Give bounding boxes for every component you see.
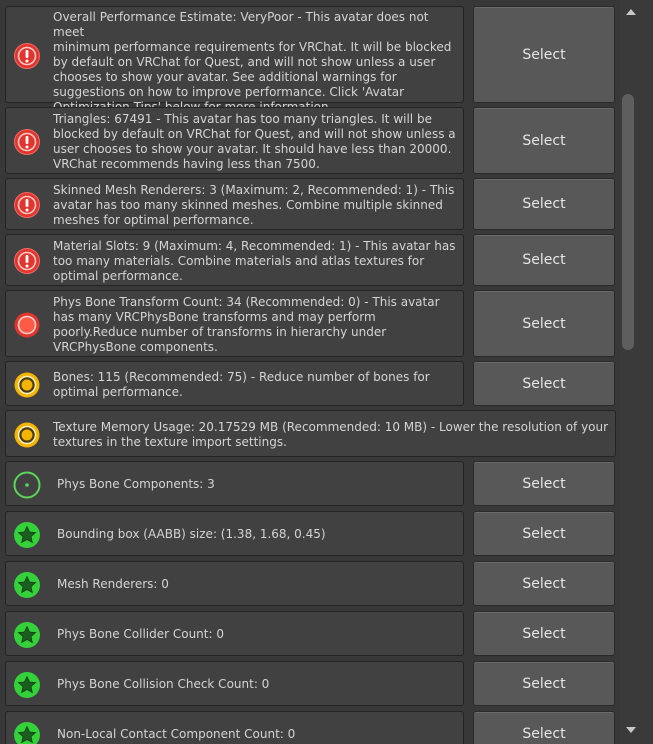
error-icon bbox=[13, 191, 41, 219]
select-button[interactable]: Select bbox=[473, 661, 615, 706]
warning-message-text: Texture Memory Usage: 20.17529 MB (Recommended: 10 MB) - Lower the resolution of your textures in the texture import settings. bbox=[53, 419, 609, 449]
select-button[interactable]: Select bbox=[473, 107, 615, 174]
select-button[interactable]: Select bbox=[473, 461, 615, 506]
select-button[interactable]: Select bbox=[473, 611, 615, 656]
scroll-down-arrow-icon[interactable] bbox=[626, 727, 636, 733]
warning-row bbox=[5, 6, 615, 103]
warning-row bbox=[5, 711, 615, 744]
warning-message-box bbox=[5, 461, 464, 506]
warning-row bbox=[5, 290, 615, 357]
warning-message-text: Phys Bone Components: 3 bbox=[57, 477, 215, 491]
select-button[interactable]: Select bbox=[473, 234, 615, 286]
warning-message-box bbox=[5, 561, 464, 606]
excellent-star-icon bbox=[13, 621, 41, 649]
warning-row bbox=[5, 561, 615, 606]
select-button[interactable]: Select bbox=[473, 178, 615, 230]
warning-message-text: Phys Bone Collider Count: 0 bbox=[57, 627, 224, 641]
warning-row bbox=[5, 234, 615, 286]
warning-row bbox=[5, 611, 615, 656]
warning-row bbox=[5, 361, 615, 406]
warning-row bbox=[5, 461, 615, 506]
warning-message-box bbox=[5, 361, 464, 406]
error-icon bbox=[13, 247, 41, 275]
warning-message-text: Overall Performance Estimate: VeryPoor - This avatar does not meet minimum performance requirements for VRChat. It will be blocked by default on VRChat for Quest, and will not show unless a user chooses to show your avatar. See additional warnings for suggestions on how to improve performance. Click 'Avatar bbox=[53, 10, 452, 99]
error-icon bbox=[13, 128, 41, 156]
warning-message-text: Bounding box (AABB) size: (1.38, 1.68, 0.45) bbox=[57, 527, 326, 541]
excellent-star-icon bbox=[13, 521, 41, 549]
select-button[interactable]: Select bbox=[473, 511, 615, 556]
poor-dot-icon bbox=[13, 421, 41, 449]
warning-message-text: Material Slots: 9 (Maximum: 4, Recommended: 1) - This avatar has too many materials. Combine materials and atlas textures for optimal performance. bbox=[53, 238, 456, 283]
error-icon bbox=[13, 42, 41, 70]
warning-row bbox=[5, 661, 615, 706]
select-button[interactable]: Select bbox=[473, 711, 615, 744]
warning-message-text: Bones: 115 (Recommended: 75) - Reduce number of bones for optimal performance. bbox=[53, 369, 430, 399]
warning-message-box bbox=[5, 511, 464, 556]
poor-dot-icon bbox=[13, 371, 41, 399]
warning-message-box bbox=[5, 661, 464, 706]
warning-message-box bbox=[5, 107, 464, 174]
select-button[interactable]: Select bbox=[473, 561, 615, 606]
select-button[interactable]: Select bbox=[473, 6, 615, 103]
warning-message-box bbox=[5, 178, 464, 230]
warning-message-box bbox=[5, 711, 464, 744]
warning-message-text: Skinned Mesh Renderers: 3 (Maximum: 2, Recommended: 1) - This avatar has too many skinned meshes. Combine multiple skinned meshes for optimal performance. bbox=[53, 182, 455, 227]
scroll-up-arrow-icon[interactable] bbox=[626, 9, 636, 15]
select-button[interactable]: Select bbox=[473, 361, 615, 406]
warning-message-box bbox=[5, 290, 464, 357]
warning-message-text: Phys Bone Transform Count: 34 (Recommended: 0) - This avatar has many VRCPhysBone transforms and may perform poorly.Reduce number of transforms in hierarchy under VRCPhysBone components. bbox=[53, 294, 440, 354]
select-button[interactable]: Select bbox=[473, 290, 615, 357]
warning-row bbox=[5, 178, 615, 230]
excellent-star-icon bbox=[13, 671, 41, 699]
warning-message-text: Mesh Renderers: 0 bbox=[57, 577, 169, 591]
warning-row bbox=[5, 511, 615, 556]
warning-message-text: Triangles: 67491 - This avatar has too many triangles. It will be blocked by default on VRChat for Quest, and will not show unless a user chooses to show your avatar. It should have less than 20000. VRChat recommends having less than 7500. bbox=[53, 111, 456, 171]
very-poor-dot-icon bbox=[13, 311, 41, 339]
warning-row bbox=[5, 107, 615, 174]
warning-message-box bbox=[5, 234, 464, 286]
warning-message-box bbox=[5, 6, 464, 103]
warning-message-text: Phys Bone Collision Check Count: 0 bbox=[57, 677, 270, 691]
excellent-star-icon bbox=[13, 571, 41, 599]
warning-message-box bbox=[5, 410, 616, 457]
warning-message-text: Non-Local Contact Component Count: 0 bbox=[57, 727, 296, 741]
warning-message-box bbox=[5, 611, 464, 656]
warning-row bbox=[5, 410, 616, 457]
scrollbar-thumb[interactable] bbox=[622, 94, 634, 350]
good-dot-icon bbox=[13, 471, 41, 499]
excellent-star-icon bbox=[13, 721, 41, 744]
